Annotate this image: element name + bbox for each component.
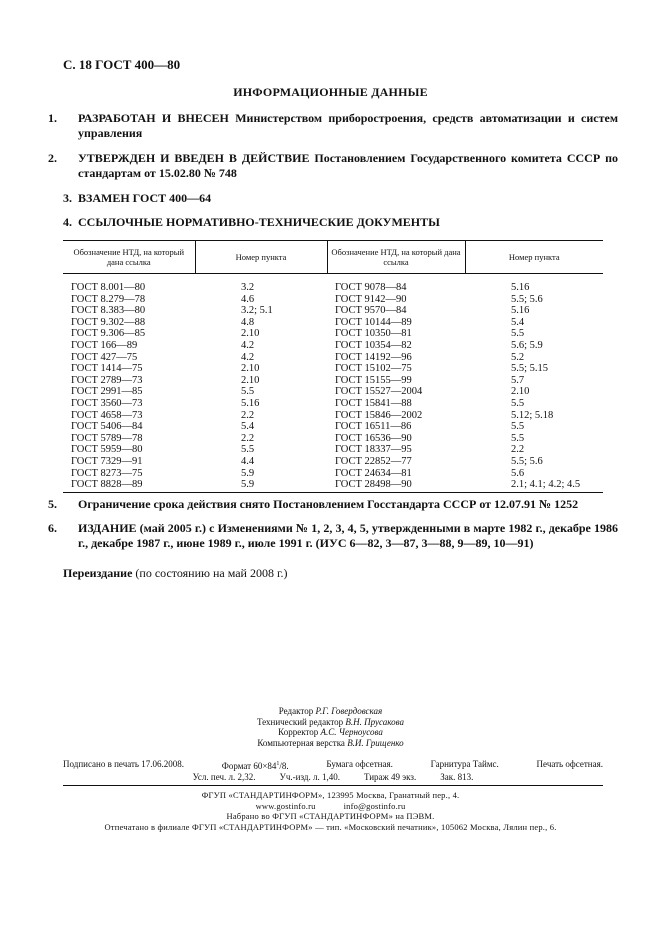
ref-doc-cell: ГОСТ 9.306—85	[71, 328, 146, 340]
table-row	[63, 352, 603, 364]
item-number: 3.	[63, 191, 72, 205]
ref-doc-cell: ГОСТ 8.279—78	[71, 293, 146, 305]
table-row	[63, 274, 603, 294]
ref-point-cell: 5.4	[511, 316, 525, 328]
table-row	[63, 294, 603, 306]
ref-doc-cell: ГОСТ 15527—2004	[335, 386, 423, 398]
ref-doc-cell: ГОСТ 9142—90	[335, 293, 407, 305]
credit-name: В.И. Грищенко	[347, 737, 404, 748]
ref-doc-cell: ГОСТ 15841—88	[335, 397, 412, 409]
reissue-text: (по состоянию на май 2008 г.)	[135, 566, 288, 580]
typeface: Гарнитура Таймс.	[430, 759, 499, 769]
credit-line	[0, 706, 661, 717]
ref-doc-cell: ГОСТ 10144—89	[335, 316, 412, 328]
table-row	[63, 363, 603, 375]
table-header-row	[63, 241, 603, 274]
ref-point-cell: 2.2	[241, 409, 255, 421]
table-row	[63, 410, 603, 422]
ref-doc-cell: ГОСТ 2789—73	[71, 374, 143, 386]
ref-point-cell: 5.5	[511, 421, 525, 433]
ref-point-cell: 5.5	[511, 328, 525, 340]
credit-line	[0, 727, 661, 738]
ref-point-cell: 5.7	[511, 374, 525, 386]
publisher-block	[0, 790, 661, 832]
table-row	[63, 433, 603, 445]
sheets: Усл. печ. л. 2,32.	[192, 772, 256, 782]
section-title: ИНФОРМАЦИОННЫЕ ДАННЫЕ	[233, 85, 428, 99]
ref-doc-cell: ГОСТ 10354—82	[335, 339, 412, 351]
table-row	[63, 444, 603, 456]
ref-point-cell: 5.5; 5.15	[511, 363, 549, 375]
credit-name: А.С. Черноусова	[320, 727, 383, 737]
publisher-website: www.gostinfo.ru	[255, 800, 316, 811]
table-row	[63, 328, 603, 340]
ref-point-cell: 5.16	[511, 305, 530, 317]
paper: Бумага офсетная.	[326, 759, 393, 769]
item-4	[63, 215, 603, 230]
ref-point-cell: 5.6	[511, 467, 525, 479]
ref-doc-cell: ГОСТ 9.302—88	[71, 316, 146, 328]
ref-point-cell: 5.5; 5.6	[511, 293, 543, 305]
ref-point-cell: 2.2	[241, 432, 255, 444]
table-row	[63, 305, 603, 317]
ref-doc-cell: ГОСТ 5959—80	[71, 444, 143, 456]
ref-point-cell: 4.2	[241, 351, 255, 363]
ref-doc-cell: ГОСТ 166—89	[71, 339, 138, 351]
edsheets: Уч.-изд. л. 1,40.	[279, 772, 340, 782]
order-number: Зак. 813.	[440, 772, 474, 782]
ref-doc-cell: ГОСТ 427—75	[71, 351, 138, 363]
ref-doc-cell: ГОСТ 9078—84	[335, 282, 407, 293]
ref-doc-cell: ГОСТ 15102—75	[335, 363, 412, 375]
ref-doc-cell: ГОСТ 9570—84	[335, 305, 407, 317]
print-info-row	[63, 772, 603, 783]
table-row	[63, 386, 603, 398]
ref-point-cell: 4.8	[241, 316, 255, 328]
credit-line	[0, 717, 661, 728]
item-lead: ВЗАМЕН ГОСТ 400—64	[78, 191, 212, 205]
ref-point-cell: 2.2	[511, 444, 525, 456]
signed-date: Подписано в печать 17.06.2008.	[63, 759, 185, 769]
ref-doc-cell: ГОСТ 18337—95	[335, 444, 412, 456]
item-text: ИЗДАНИЕ (май 2005 г.) с Изменениями № 1, 2, 3, 4, 5, утвержденными в марте 1982 г., декабре 1986 г., декабре 1987 г., июне 1989 г., июле 1991 г. (ИУС 6—82, 3—87, 3—88, 9—89, 10—91)	[78, 521, 618, 550]
printed-note: Отпечатано в филиале ФГУП «СТАНДАРТИНФОРМ» — тип. «Московский печатник», 105062 Москва, Лялин пер., 6.	[104, 821, 557, 832]
credit-role: Редактор	[278, 706, 314, 716]
credits-block	[0, 706, 661, 748]
item-lead: УТВЕРЖДЕН И ВВЕДЕН В ДЕЙСТВИЕ	[78, 151, 310, 165]
ref-doc-cell: ГОСТ 28498—90	[327, 479, 465, 492]
ref-point-cell: 5.4	[241, 421, 255, 433]
ref-doc-cell: ГОСТ 15155—99	[335, 374, 412, 386]
print-info-row	[63, 759, 603, 772]
table-row	[63, 468, 603, 480]
item-2	[48, 151, 619, 181]
ref-point-cell: 4.2	[241, 339, 255, 351]
ref-doc-cell: ГОСТ 22852—77	[335, 455, 412, 467]
ref-point-cell: 5.9	[195, 479, 327, 492]
item-text: Ограничение срока действия снято Постановлением Госстандарта СССР от 12.07.91 № 1252	[78, 497, 579, 511]
credit-role: Компьютерная верстка	[257, 737, 345, 748]
table-row	[63, 479, 603, 492]
format: Формат $60\times 84^1/8$.	[221, 761, 289, 771]
credit-role: Корректор	[278, 727, 319, 737]
ref-point-cell: 2.1; 4.1; 4.2; 4.5	[465, 479, 603, 492]
ref-point-cell: 3.2; 5.1	[241, 305, 273, 317]
column-header: Номер пункта	[465, 241, 603, 274]
table-row	[63, 398, 603, 410]
table-row	[63, 317, 603, 329]
ref-point-cell: 5.5; 5.6	[511, 455, 543, 467]
ref-doc-cell: ГОСТ 7329—91	[71, 455, 143, 467]
typeset-note: Набрано во ФГУП «СТАНДАРТИНФОРМ» на ПЭВМ.	[226, 811, 435, 821]
ref-point-cell: 5.5	[241, 444, 255, 456]
publisher-contacts	[0, 801, 661, 812]
column-header: Обозначение НТД, на который дана ссылка	[63, 241, 195, 274]
ref-doc-cell: ГОСТ 8828—89	[63, 479, 195, 492]
item-number: 6.	[48, 521, 57, 535]
item-text: Министерством приборостроения, средств автоматизации и систем управления	[78, 111, 619, 140]
credit-name: В.Н. Прусакова	[345, 716, 405, 727]
ref-point-cell: 5.6; 5.9	[511, 339, 543, 351]
table-row	[63, 375, 603, 387]
ref-doc-cell: ГОСТ 4658—73	[71, 409, 143, 421]
ref-doc-cell: ГОСТ 1414—75	[71, 363, 143, 375]
ref-doc-cell: ГОСТ 3560—73	[71, 397, 143, 409]
ref-point-cell: 5.16	[511, 282, 530, 293]
ref-doc-cell: ГОСТ 8.383—80	[71, 305, 146, 317]
page-header: С. 18 ГОСТ 400—80	[63, 57, 181, 72]
print-run: Тираж 49 экз.	[363, 772, 417, 782]
references-table	[63, 240, 603, 493]
credit-role: Технический редактор	[256, 716, 344, 727]
item-number: 5.	[48, 497, 57, 511]
table-body	[63, 274, 603, 493]
ref-point-cell: 5.9	[241, 467, 255, 479]
ref-doc-cell: ГОСТ 10350—81	[335, 328, 412, 340]
item-number: 4.	[63, 215, 72, 229]
ref-point-cell: 5.16	[241, 397, 260, 409]
credit-name: Р.Г. Говердовская	[315, 706, 383, 716]
ref-point-cell: 2.10	[241, 328, 260, 340]
ref-point-cell: 4.6	[241, 293, 255, 305]
credit-line	[0, 738, 661, 749]
ref-point-cell: 3.2	[241, 282, 255, 293]
publisher-address: ФГУП «СТАНДАРТИНФОРМ», 123995 Москва, Гранатный пер., 4.	[201, 790, 460, 800]
item-1	[48, 111, 619, 141]
print-info	[63, 759, 603, 783]
column-header: Обозначение НТД, на который дана ссылка	[327, 241, 465, 274]
ref-point-cell: 5.12; 5.18	[511, 409, 554, 421]
item-5	[48, 497, 618, 512]
ref-point-cell: 2.10	[241, 363, 260, 375]
ref-doc-cell: ГОСТ 5406—84	[71, 421, 143, 433]
ref-point-cell: 4.4	[241, 455, 255, 467]
item-number: 1.	[48, 111, 57, 125]
item-3	[63, 191, 603, 206]
ref-doc-cell: ГОСТ 24634—81	[335, 467, 412, 479]
ref-doc-cell: ГОСТ 5789—78	[71, 432, 143, 444]
ref-doc-cell: ГОСТ 16511—86	[335, 421, 412, 433]
ref-doc-cell: ГОСТ 14192—96	[335, 351, 412, 363]
ref-point-cell: 5.2	[511, 351, 525, 363]
divider	[63, 785, 603, 786]
item-6	[48, 521, 618, 551]
ref-point-cell: 5.5	[511, 432, 525, 444]
ref-point-cell: 2.10	[511, 386, 530, 398]
ref-doc-cell: ГОСТ 8.001—80	[71, 282, 146, 293]
printing: Печать офсетная.	[536, 759, 603, 769]
ref-doc-cell: ГОСТ 16536—90	[335, 432, 412, 444]
ref-point-cell: 5.5	[241, 386, 255, 398]
table-row	[63, 456, 603, 468]
reissue-note	[63, 566, 288, 581]
reissue-lead: Переиздание	[63, 566, 133, 580]
item-lead: ССЫЛОЧНЫЕ НОРМАТИВНО-ТЕХНИЧЕСКИЕ ДОКУМЕНТЫ	[78, 215, 440, 229]
item-number: 2.	[48, 151, 57, 165]
column-header: Номер пункта	[195, 241, 327, 274]
ref-point-cell: 5.5	[511, 397, 525, 409]
ref-doc-cell: ГОСТ 8273—75	[71, 467, 143, 479]
ref-doc-cell: ГОСТ 2991—85	[71, 386, 143, 398]
table-row	[63, 421, 603, 433]
item-lead: РАЗРАБОТАН И ВНЕСЕН	[78, 111, 229, 125]
table-row	[63, 340, 603, 352]
publisher-email: info@gostinfo.ru	[343, 800, 406, 811]
ref-point-cell: 2.10	[241, 374, 260, 386]
ref-doc-cell: ГОСТ 15846—2002	[335, 409, 423, 421]
item-text: Постановлением Государственного комитета СССР по стандартам от 15.02.80 № 748	[78, 151, 619, 180]
